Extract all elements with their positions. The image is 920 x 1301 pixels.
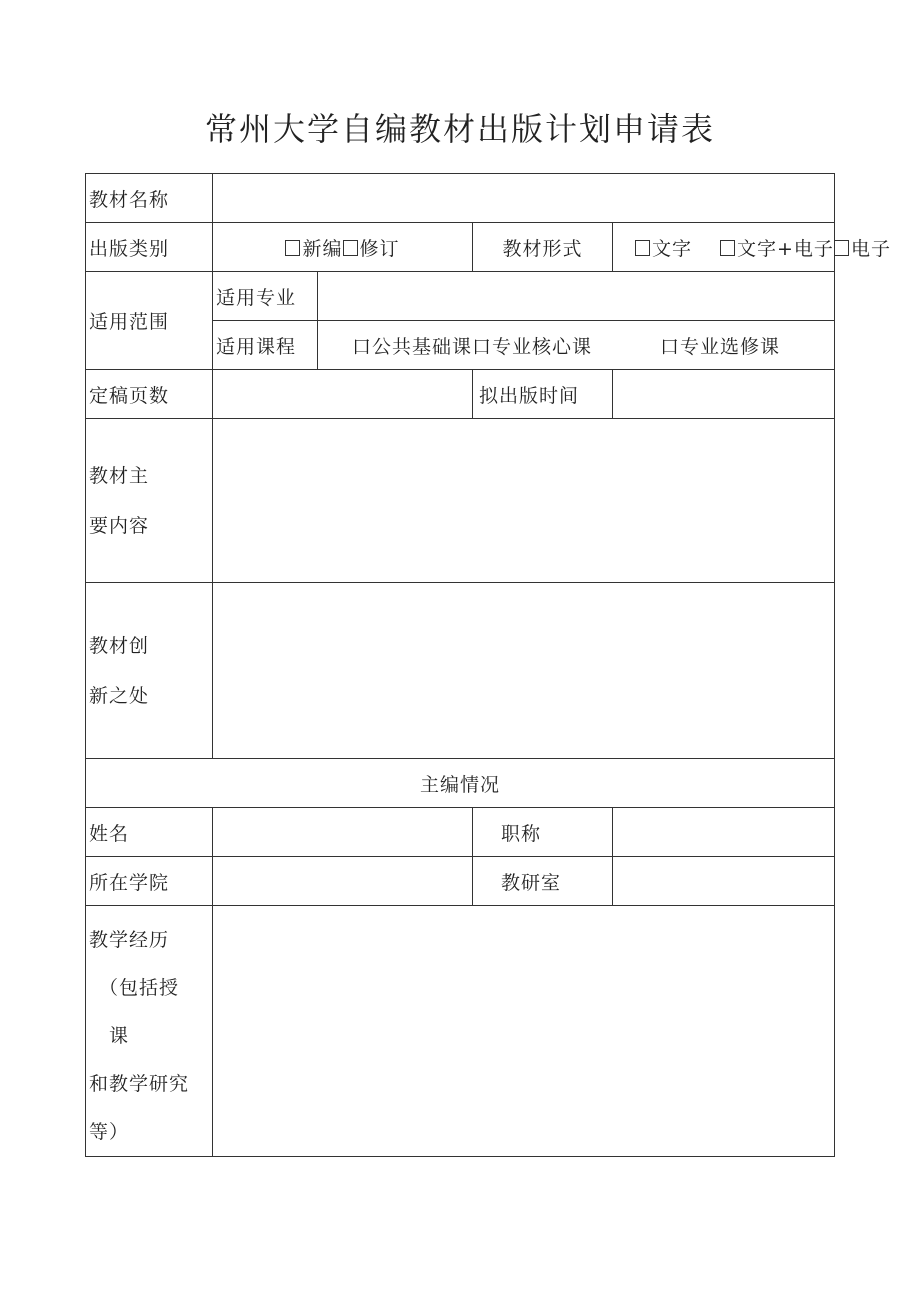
innovation-label: 教材创 新之处 (86, 583, 213, 759)
innovation-field[interactable] (213, 583, 835, 759)
row-textbook-name (86, 174, 835, 223)
checkbox-new[interactable] (285, 240, 300, 256)
main-content-field[interactable] (213, 419, 835, 583)
publish-time-label: 拟出版时间 (473, 370, 613, 419)
option-electronic[interactable]: 电子 (834, 234, 891, 261)
publish-category-options (213, 223, 473, 272)
major-field[interactable] (318, 272, 835, 321)
scope-label: 适用范围 (86, 272, 213, 370)
checkbox-electronic[interactable] (834, 240, 849, 256)
editor-title-label: 职称 (473, 808, 613, 857)
pages-field[interactable] (213, 370, 473, 419)
option-public-basic[interactable]: 口公共基础课 (352, 335, 473, 358)
option-major-elective[interactable]: 口专业选修课 (660, 335, 781, 358)
row-publish-category (86, 223, 835, 272)
major-label: 适用专业 (213, 272, 318, 321)
editor-name-label: 姓名 (86, 808, 213, 857)
option-text[interactable]: 文字 (635, 234, 692, 261)
main-content-label: 教材主 要内容 (86, 419, 213, 583)
publish-time-field[interactable] (613, 370, 835, 419)
checkbox-text-electronic[interactable] (720, 240, 735, 256)
option-text-electronic[interactable]: 文字+电子 (720, 234, 834, 261)
application-form (85, 173, 891, 1157)
textbook-name-label: 教材名称 (86, 174, 213, 223)
textbook-name-field[interactable] (213, 174, 835, 223)
textbook-form-label: 教材形式 (473, 223, 613, 272)
textbook-form-options (613, 223, 891, 272)
option-revise[interactable]: 修订 (343, 234, 400, 261)
option-new[interactable]: 新编 (285, 234, 342, 261)
row-pages (86, 370, 835, 419)
editor-title-field[interactable] (613, 808, 835, 857)
course-options (318, 321, 835, 370)
row-scope-major (86, 272, 835, 321)
row-teaching-experience (86, 906, 835, 1157)
editor-college-label: 所在学院 (86, 857, 213, 906)
editor-office-field[interactable] (613, 857, 835, 906)
row-main-content (86, 419, 835, 583)
editor-section-heading: 主编情况 (86, 759, 835, 808)
editor-office-label: 教研室 (473, 857, 613, 906)
course-label: 适用课程 (213, 321, 318, 370)
option-major-core[interactable]: 口专业核心课 (472, 335, 593, 358)
editor-name-field[interactable] (213, 808, 473, 857)
row-editor-heading (86, 759, 835, 808)
teaching-experience-label: 教学经历 （包括授 课 和教学研究 等） (86, 906, 213, 1157)
form-title: 常州大学自编教材出版计划申请表 (204, 110, 715, 148)
checkbox-revise[interactable] (343, 240, 358, 256)
row-editor-college (86, 857, 835, 906)
editor-college-field[interactable] (213, 857, 473, 906)
teaching-experience-field[interactable] (213, 906, 835, 1157)
row-innovation (86, 583, 835, 759)
checkbox-text[interactable] (635, 240, 650, 256)
pages-label: 定稿页数 (86, 370, 213, 419)
row-editor-name (86, 808, 835, 857)
publish-category-label: 出版类别 (86, 223, 213, 272)
